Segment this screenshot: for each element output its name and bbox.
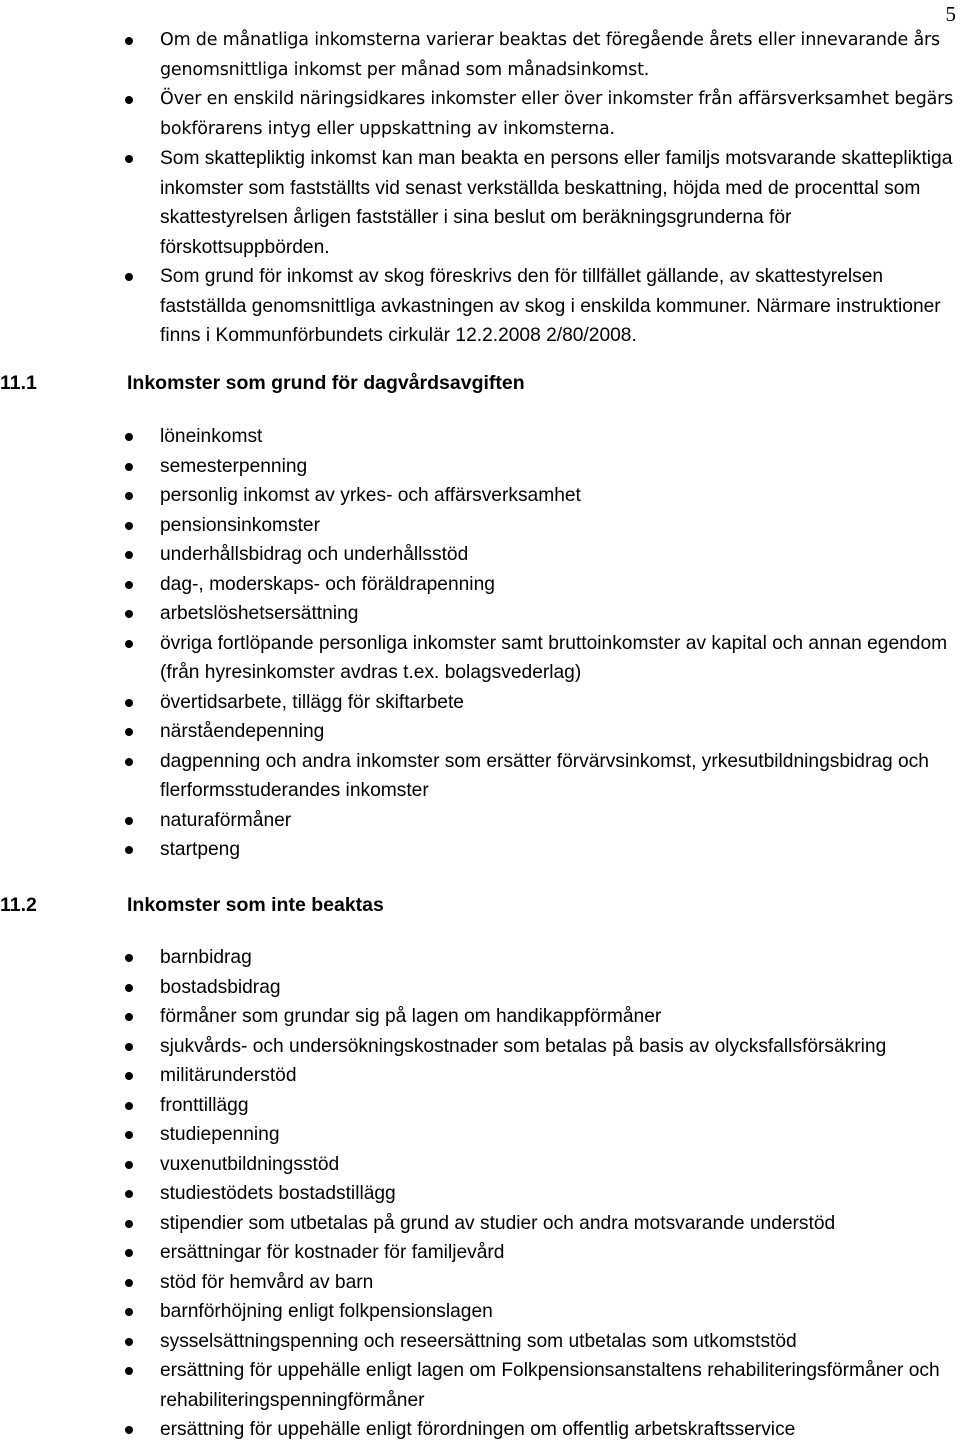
list-item: löneinkomst [0, 422, 960, 452]
list-item: sysselsättningspenning och reseersättning som utbetalas som utkomststöd [0, 1327, 960, 1357]
list-item: fronttillägg [0, 1091, 960, 1121]
section-number: 11.2 [0, 894, 37, 916]
list-item: bostadsbidrag [0, 973, 960, 1003]
list-item: studiepenning [0, 1120, 960, 1150]
list-item: ersättning för uppehälle enligt förordningen om offentlig arbetskraftsservice [0, 1415, 960, 1445]
list-item: personlig inkomst av yrkes- och affärsverksamhet [0, 481, 960, 511]
excluded-income-list [0, 943, 960, 1445]
list-item: ersättning för uppehälle enligt lagen om Folkpensionsanstaltens rehabiliteringsförmåner och rehabiliteringspenningförmåner [0, 1356, 960, 1415]
list-item: närståendepenning [0, 717, 960, 747]
list-item: pensionsinkomster [0, 511, 960, 541]
list-item: naturaförmåner [0, 806, 960, 836]
list-item: vuxenutbildningsstöd [0, 1150, 960, 1180]
list-item: semesterpenning [0, 452, 960, 482]
list-item: Som skattepliktig inkomst kan man beakta en persons eller familjs motsvarande skattepliktiga inkomster som fastställts vid senast verkställda beskattning, höjda med de procenttal som skattestyrelsen årligen fastställer i sina beslut om beräkningsgrunderna för förskottsuppbörden. [0, 144, 960, 262]
list-item: barnförhöjning enligt folkpensionslagen [0, 1297, 960, 1327]
section-title: Inkomster som grund för dagvårdsavgiften [127, 372, 525, 394]
list-item: ersättningar för kostnader för familjevård [0, 1238, 960, 1268]
list-item: sjukvårds- och undersökningskostnader som betalas på basis av olycksfallsförsäkring [0, 1032, 960, 1062]
page-number: 5 [945, 2, 956, 26]
list-item: övertidsarbete, tillägg för skiftarbete [0, 688, 960, 718]
section-number: 11.1 [0, 372, 37, 394]
list-item: studiestödets bostadstillägg [0, 1179, 960, 1209]
intro-bullet-list [0, 26, 960, 351]
list-item: dagpenning och andra inkomster som ersätter förvärvsinkomst, yrkesutbildningsbidrag och flerformsstuderandes inkomster [0, 747, 960, 806]
included-income-list [0, 422, 960, 865]
list-item: Om de månatliga inkomsterna varierar beaktas det föregående årets eller innevarande års genomsnittliga inkomst per månad som månadsinkomst. [0, 26, 960, 85]
list-item: stipendier som utbetalas på grund av studier och andra motsvarande understöd [0, 1209, 960, 1239]
list-item: dag-, moderskaps- och föräldrapenning [0, 570, 960, 600]
list-item: stöd för hemvård av barn [0, 1268, 960, 1298]
list-item: Som grund för inkomst av skog föreskrivs den för tillfället gällande, av skattestyrelsen fastställda genomsnittliga avkastningen av skog i enskilda kommuner. Närmare instruktioner finns i Kommunförbundets cirkulär 12.2.2008 2/80/2008. [0, 262, 960, 351]
list-item: startpeng [0, 835, 960, 865]
list-item: militärunderstöd [0, 1061, 960, 1091]
list-item: övriga fortlöpande personliga inkomster samt bruttoinkomster av kapital och annan egendom (från hyresinkomster avdras t.ex. bolagsvederlag) [0, 629, 960, 688]
section-title: Inkomster som inte beaktas [127, 894, 384, 916]
list-item: förmåner som grundar sig på lagen om handikappförmåner [0, 1002, 960, 1032]
list-item: Över en enskild näringsidkares inkomster eller över inkomster från affärsverksamhet begärs bokförarens intyg eller uppskattning av inkomsterna. [0, 85, 960, 144]
list-item: arbetslöshetsersättning [0, 599, 960, 629]
list-item: barnbidrag [0, 943, 960, 973]
list-item: underhållsbidrag och underhållsstöd [0, 540, 960, 570]
